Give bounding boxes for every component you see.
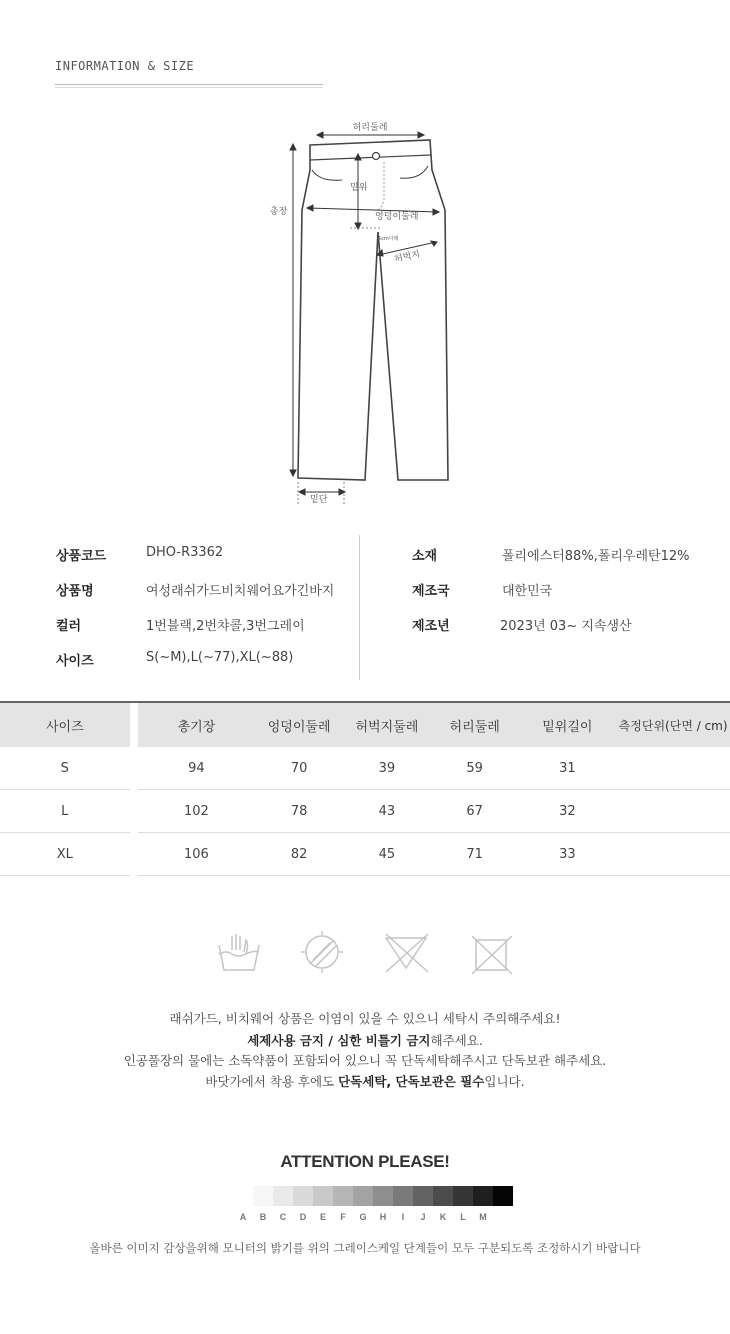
pants-measurement-diagram [260,110,470,515]
cell-thigh: 39 [343,747,431,790]
no-bleach-icon [386,934,428,972]
gray-letter-i: I [401,1212,405,1222]
table-row [0,790,730,833]
gray-swatch-f [353,1186,373,1206]
cell-total-length: 106 [138,833,256,876]
care-icons [214,930,518,980]
gray-swatch-i [413,1186,433,1206]
button-icon [373,153,380,160]
info-label-code: 상품코드 [56,549,107,564]
notice-line-1: 래쉬가드, 비치웨어 상품은 이염이 있을 수 있으니 세탁시 주의해주세요! [169,1011,561,1026]
header-total-length: 총기장 [138,702,256,747]
info-label-year: 제조년 [412,619,450,634]
cell-total-length: 94 [138,747,256,790]
gray-swatch-m [493,1186,513,1206]
cell-waist: 71 [431,833,519,876]
info-label-size: 사이즈 [56,654,94,669]
attention-title: ATTENTION PLEASE! [280,1152,450,1171]
monitor-footnote: 올바른 이미지 감상을위해 모니터의 밝기를 위의 그레이스케일 단계들이 모두 구분되도록 조정하시기 바랍니다 [89,1241,641,1255]
gray-swatch-c [293,1186,313,1206]
gray-letter-f: F [340,1212,346,1222]
info-value-country: 대한민국 [502,584,553,599]
cell-unit [616,790,730,833]
header-size: 사이즈 [0,702,130,747]
cell-total-length: 102 [138,790,256,833]
gray-swatch-k [453,1186,473,1206]
info-label-country: 제조국 [412,584,450,599]
gray-letter-c: C [279,1212,287,1222]
title-divider-secondary [55,87,323,88]
cell-hip: 78 [255,790,343,833]
gray-letter-b: B [259,1212,267,1222]
title-divider [55,84,323,85]
gray-letter-g: G [359,1212,367,1222]
cell-rise: 31 [519,747,617,790]
cell-rise: 32 [519,790,617,833]
info-label-material: 소재 [412,549,438,564]
info-value-code: DHO-R3362 [146,545,224,560]
gray-swatch-g [373,1186,393,1206]
gray-swatch-d [313,1186,333,1206]
notice-line-4-bold: 단독세탁, 단독보관은 필수 [338,1074,485,1089]
info-label-name: 상품명 [56,584,94,599]
gray-letter-h: H [379,1212,387,1222]
cell-unit [616,833,730,876]
grayscale-letters [233,1212,493,1222]
gray-letter-e: E [319,1212,326,1222]
notice-line-4 [0,1072,730,1090]
cell-hip: 82 [255,833,343,876]
header-waist: 허리둘레 [431,702,519,747]
notice-line-2 [0,1031,730,1049]
cell-waist: 59 [431,747,519,790]
hem-label: 밑단 [310,495,328,505]
gray-letter-m: M [479,1212,487,1222]
cell-hip: 70 [255,747,343,790]
thigh-note-label: 5cm아래 [378,236,399,242]
gray-swatch-a [253,1186,273,1206]
no-iron-icon [472,936,512,974]
header-hip: 엉덩이둘레 [255,702,343,747]
notice-line-2-bold: 세제사용 금지 / 심한 비틀기 금지 [247,1033,431,1048]
hip-label: 엉덩이둘레 [375,212,419,222]
rise-label: 밑위 [350,183,368,193]
info-value-year: 2023년 03~ 지속생산 [500,619,632,634]
cell-waist: 67 [431,790,519,833]
header-unit: 측정단위(단면 / cm) [616,702,730,747]
info-value-size: S(~M),L(~77),XL(~88) [146,650,294,665]
header-rise: 밑위길이 [519,702,617,747]
info-divider [359,535,360,680]
gray-letter-l: L [460,1212,466,1222]
notice-line-4-post: 입니다. [484,1074,525,1089]
gray-swatch-h [393,1186,413,1206]
header-thigh: 허벅지둘레 [343,702,431,747]
thigh-label: 허벅지 [393,249,422,265]
section-title: INFORMATION & SIZE [55,59,195,73]
gray-swatch-b [273,1186,293,1206]
table-row [0,833,730,876]
cell-thigh: 43 [343,790,431,833]
cell-size: L [0,790,130,833]
gray-letter-d: D [299,1212,307,1222]
hand-wash-icon [219,934,259,970]
waist-label: 허리둘레 [352,123,388,133]
table-row [0,747,730,790]
grayscale-bar [253,1186,513,1206]
gray-swatch-j [433,1186,453,1206]
gray-letter-a: A [239,1212,247,1222]
cell-unit [616,747,730,790]
notice-line-4-pre: 바닷가에서 착용 후에도 [205,1074,339,1089]
info-label-color: 컬러 [56,619,82,634]
no-tumble-dry-icon [301,931,343,973]
info-value-material: 폴리에스터88%,폴리우레탄12% [502,549,690,564]
gray-swatch-e [333,1186,353,1206]
cell-size: XL [0,833,130,876]
cell-size: S [0,747,130,790]
length-label: 총장 [270,207,288,217]
gray-letter-j: J [420,1212,426,1222]
pants-outline [298,140,448,480]
info-value-name: 여성래쉬가드비치웨어요가긴바지 [146,584,335,599]
notice-line-3: 인공풀장의 물에는 소독약품이 포함되어 있으니 꼭 단독세탁해주시고 단독보관 해주세요. [123,1053,607,1068]
size-table-header [0,702,730,747]
size-table [0,701,730,876]
gray-swatch-l [473,1186,493,1206]
notice-line-2-rest: 해주세요. [430,1033,483,1048]
gray-letter-k: K [439,1212,447,1222]
cell-thigh: 45 [343,833,431,876]
cell-rise: 33 [519,833,617,876]
info-value-color: 1번블랙,2번챠콜,3번그레이 [146,619,305,634]
